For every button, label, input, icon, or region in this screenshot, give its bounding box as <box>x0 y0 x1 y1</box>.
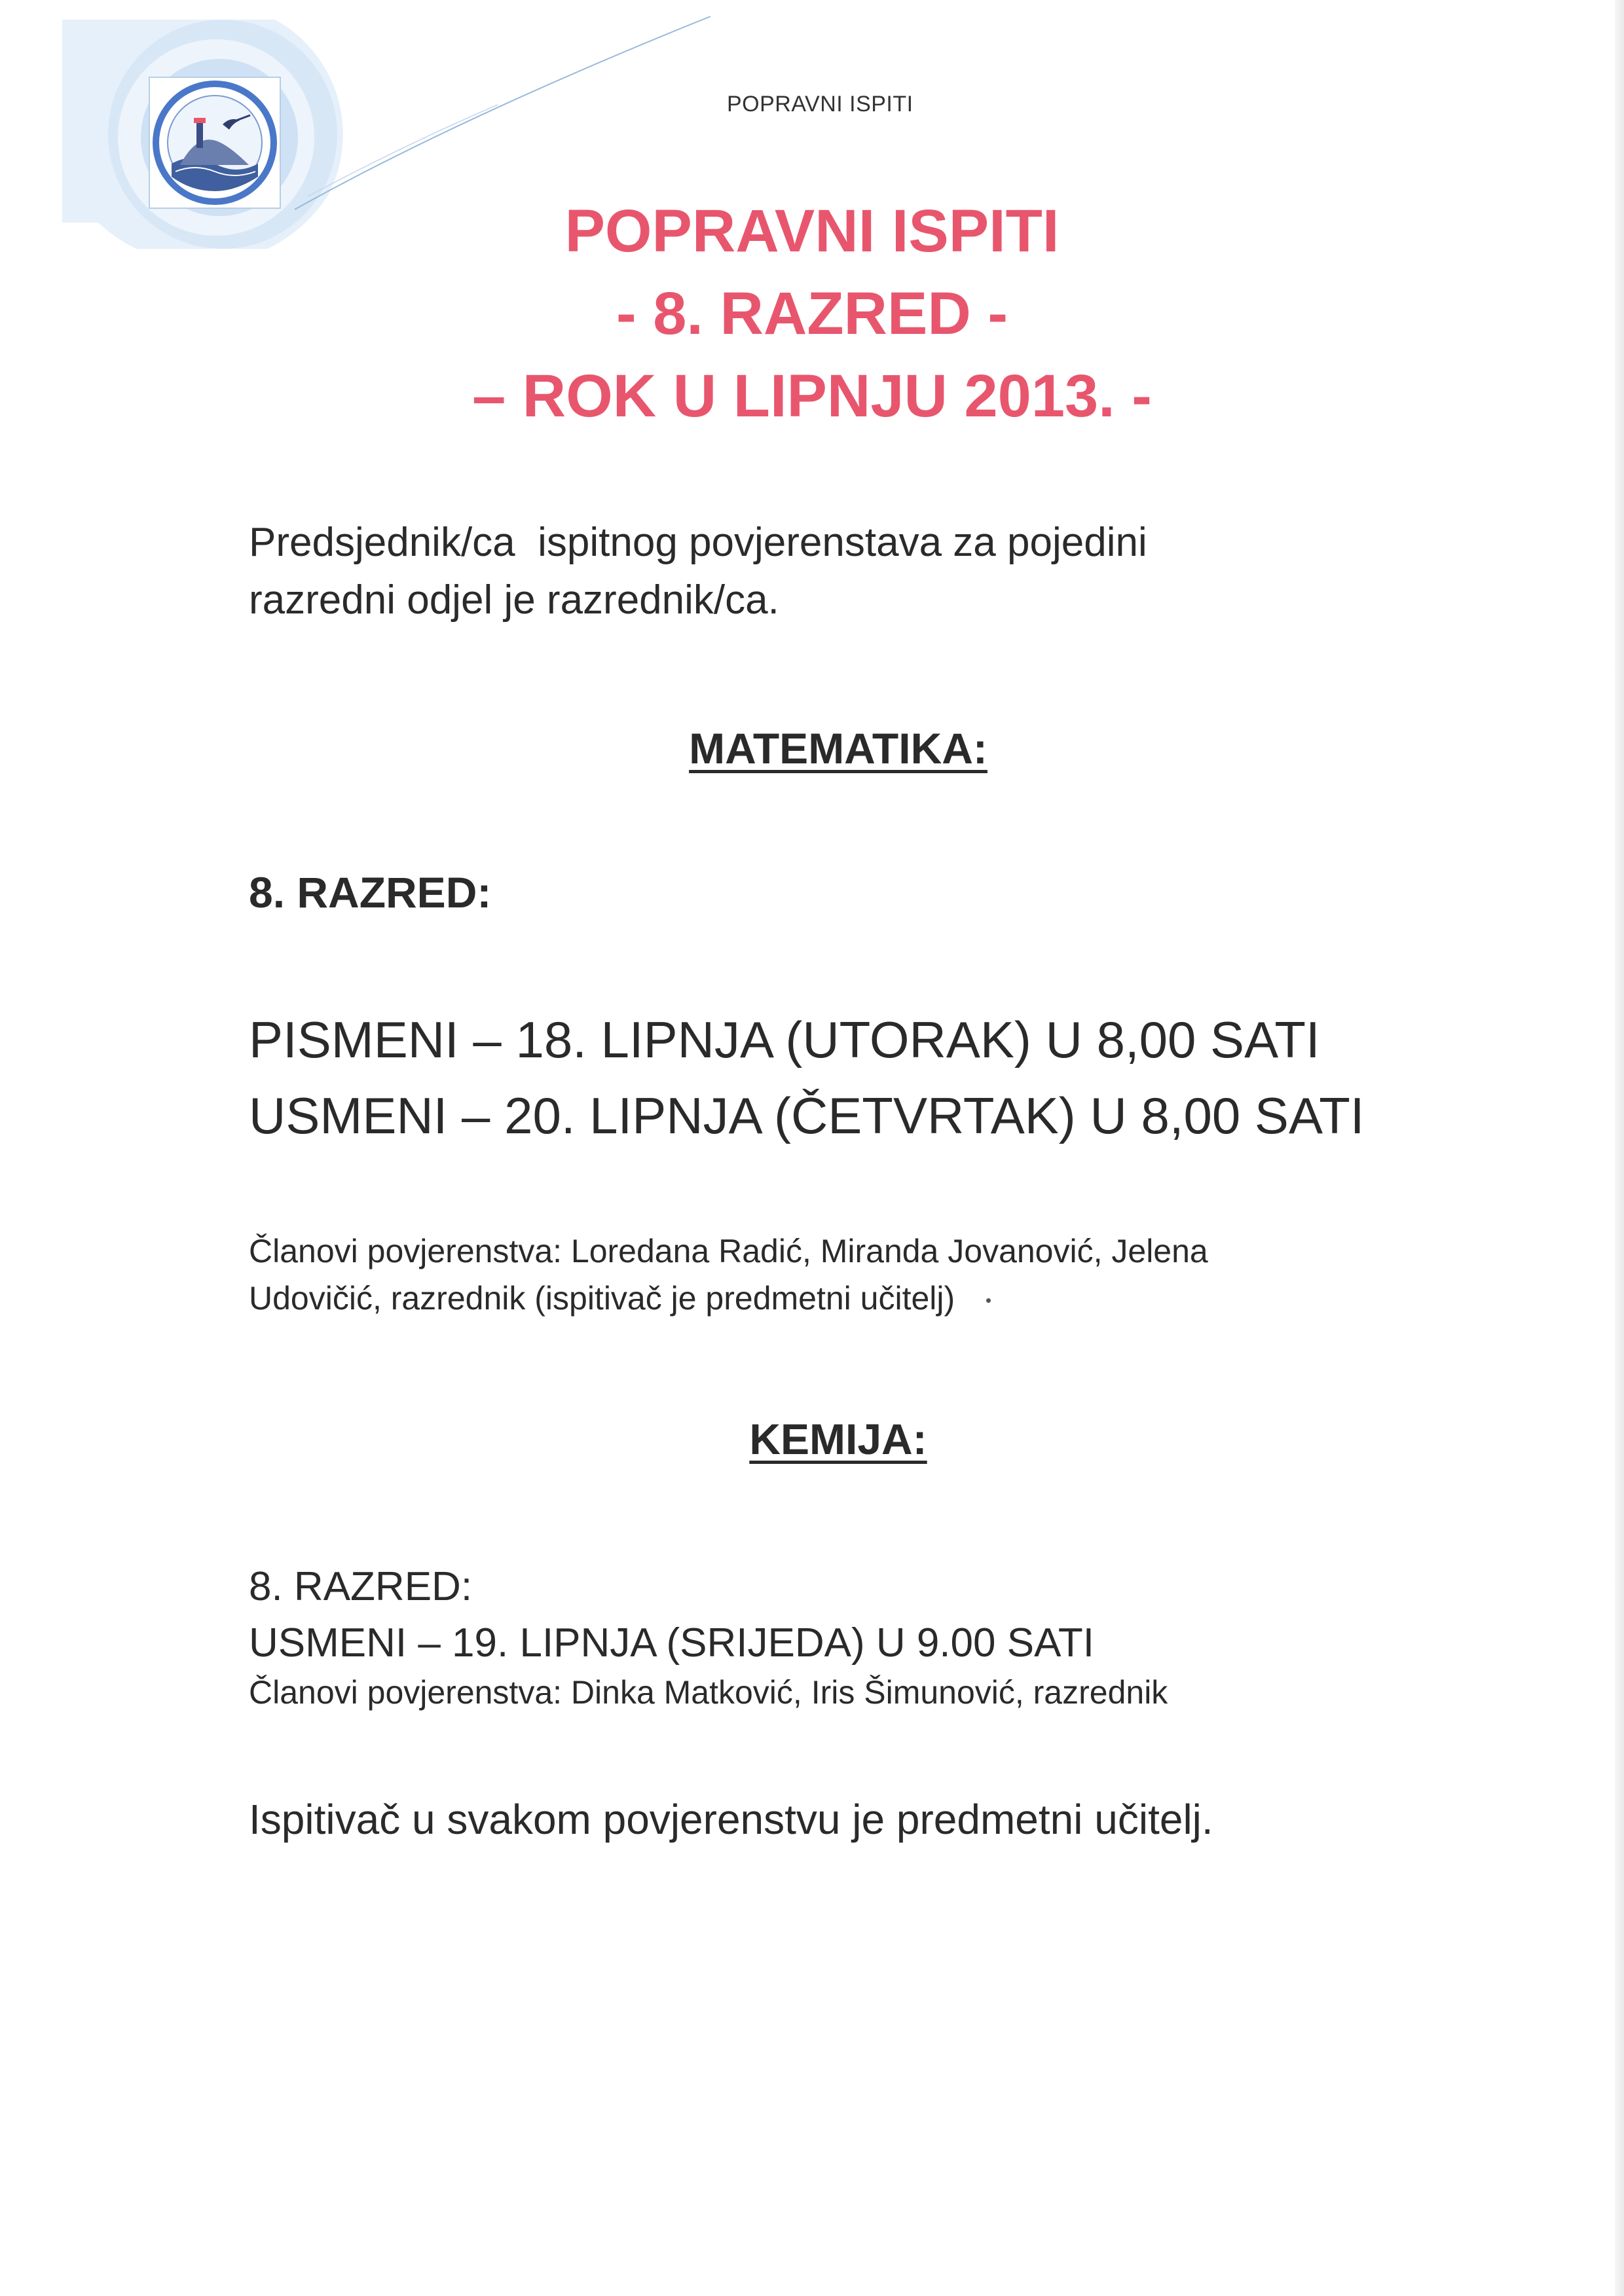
closing-note: Ispitivač u svakom povjerenstvu je predmetni učitelj. <box>249 1796 1213 1843</box>
math-oral-exam: USMENI – 20. LIPNJA (ČETVRTAK) U 8,00 SATI <box>249 1087 1365 1144</box>
math-members-line-1: Članovi povjerenstva: Loredana Radić, Miranda Jovanović, Jelena <box>249 1233 1208 1269</box>
chemistry-committee-members: Članovi povjerenstva: Dinka Matković, Iris Šimunović, razrednik <box>249 1674 1168 1711</box>
intro-line-1: Predsjednik/ca ispitnog povjerenstava za pojedini <box>249 520 1147 565</box>
math-members-line-2: Udovičić, razrednik (ispitivač je predmetni učitelj) <box>249 1280 955 1317</box>
chemistry-section <box>249 1558 1428 1714</box>
stray-dot-mark <box>986 1298 991 1303</box>
school-emblem-icon <box>156 84 274 202</box>
math-schedule <box>249 1002 1365 1154</box>
math-members-line-2-wrap <box>249 1275 1428 1322</box>
math-committee-members <box>249 1228 1428 1322</box>
math-heading: MATEMATIKA: <box>689 724 987 773</box>
header-label: POPRAVNI ISPITI <box>727 92 913 117</box>
title-line-1: POPRAVNI ISPITI <box>564 198 1060 264</box>
intro-line-2: razredni odjel je razrednik/ca. <box>249 577 779 623</box>
document-title <box>0 190 1624 437</box>
chemistry-heading: KEMIJA: <box>749 1415 927 1463</box>
title-line-3: – ROK U LIPNJU 2013. - <box>472 363 1152 429</box>
intro-paragraph <box>249 514 1428 629</box>
math-written-exam: PISMENI – 18. LIPNJA (UTORAK) U 8,00 SATI <box>249 1011 1320 1068</box>
math-grade: 8. RAZRED: <box>249 868 492 917</box>
chemistry-grade: 8. RAZRED: <box>249 1564 473 1609</box>
chemistry-oral-exam: USMENI – 19. LIPNJA (SRIJEDA) U 9.00 SATI <box>249 1620 1094 1666</box>
swirl-line <box>295 16 710 210</box>
title-line-2: - 8. RAZRED - <box>616 280 1008 347</box>
